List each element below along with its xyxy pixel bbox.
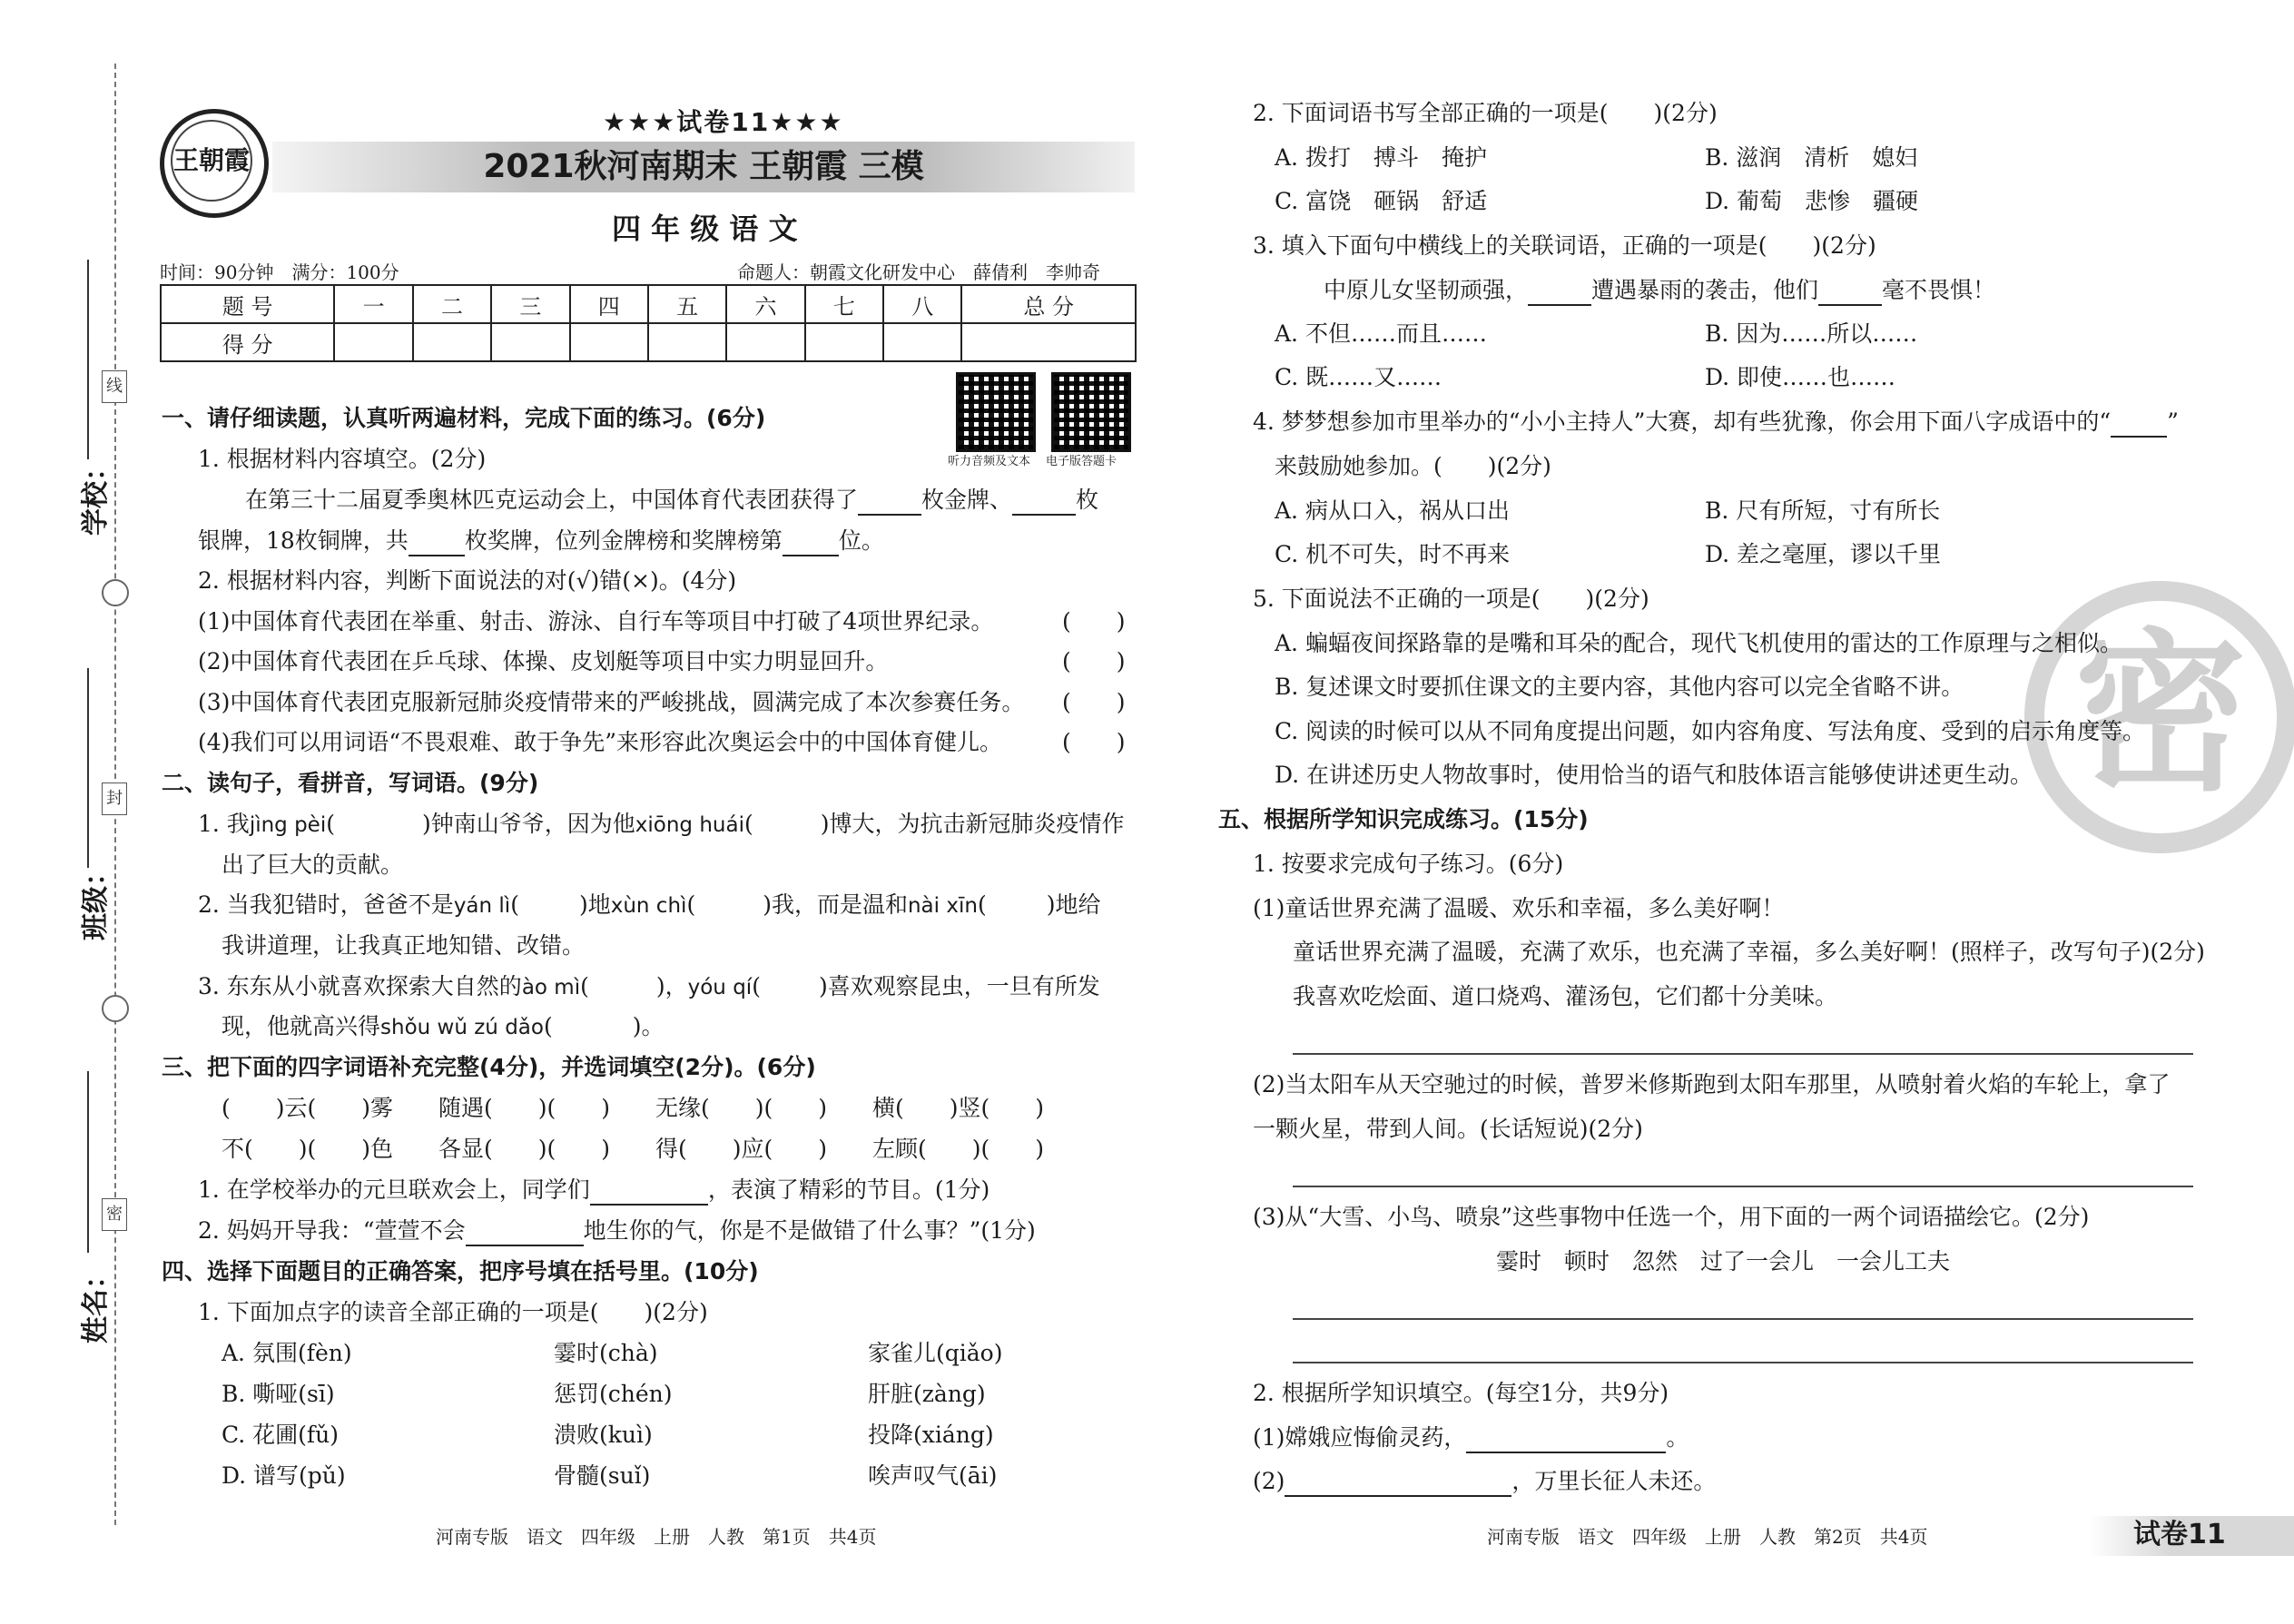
s1-q2-item-3: (3)中国体育代表团克服新冠肺炎疫情带来的严峻挑战，圆满完成了本次参赛任务。 [198,689,1025,715]
s1-q1-line1 [245,485,1098,516]
text: 地给 [1055,891,1101,918]
s1-q2: 2. 根据材料内容，判断下面说法的对(√)错(×)。(4分) [198,567,737,594]
r-q4 [1253,407,2179,438]
text: 2. 妈妈开导我：“萱萱不会 [198,1217,466,1244]
r-q3-c: C. 既……又…… [1275,364,1442,390]
section-2-title: 二、读句子，看拼音，写词语。(9分) [162,770,539,796]
blank-total[interactable] [409,529,465,556]
answer-paren[interactable]: ( ) [1062,648,1126,674]
s1-q1: 1. 根据材料内容填空。(2分) [198,446,487,472]
qr-caption-answer-card: 电子版答题卡 [1046,455,1117,468]
option-b-3: 肝脏(zàng) [868,1381,986,1407]
footer-left: 河南专版 语文 四年级 上册 人教 第1页 共4页 [436,1526,877,1548]
answer-paren[interactable]: ( ) [1062,729,1126,755]
binding-hole-1 [102,579,129,606]
r-q4-cont: 来鼓励她参加。( )(2分) [1275,453,1551,479]
name-write-line[interactable] [87,1071,89,1253]
fill-blank[interactable] [1285,1470,1511,1497]
option-c-3: 投降(xiáng) [868,1422,994,1448]
r-q3-b: B. 因为……所以…… [1705,320,1918,347]
s1-q1-line2 [198,526,884,556]
s5-q1-1: (1)童话世界充满了温暖、欢乐和幸福，多么美好啊！ [1253,895,1785,921]
section-5-title: 五、根据所学知识完成练习。(15分) [1218,806,1589,832]
s3-idioms-row-2: 不( )( )色 各显( )( ) 得( )应( ) 左顾( )( ) [222,1136,1045,1162]
score-cell: 五 [648,285,726,323]
text: 枚奖牌，位列金牌榜和奖牌榜第 [464,527,783,554]
score-table-score-row [161,323,1136,361]
r-q4-d: D. 差之毫厘，谬以千里 [1705,541,1942,567]
s3-idioms-row-1: ( )云( )雾 随遇( )( ) 无缘( )( ) 横( )竖( ) [222,1095,1045,1121]
text: (2) [1253,1468,1285,1494]
text: 2. 当我犯错时，爸爸不是 [198,891,454,918]
s5-q1-1-example: 童话世界充满了温暖，充满了欢乐，也充满了幸福，多么美好啊！(照样子，改写句子)(2分) [1293,939,2205,965]
text: 在第三十二届夏季奥林匹克运动会上，中国体育代表团获得了 [245,487,859,513]
score-input-cell[interactable] [961,323,1136,361]
text: 博大，为抗击新冠肺炎疫情作 [829,811,1125,837]
footer-right: 河南专版 语文 四年级 上册 人教 第2页 共4页 [1487,1526,1928,1548]
text: 遭遇暴雨的袭击，他们 [1591,277,1819,303]
answer-line[interactable] [1293,1318,2193,1320]
text: 中原儿女坚韧顽强， [1324,277,1529,303]
fill-blank[interactable] [590,1178,708,1206]
text: ” [2167,408,2179,435]
score-input-cell[interactable] [334,323,412,361]
option-b-2: 惩罚(chén) [554,1381,673,1407]
pinyin: xùn chì [610,894,687,918]
binding-hole-2 [102,995,129,1022]
seal-mark-line: 线 [102,370,127,403]
score-input-cell[interactable] [570,323,648,361]
pinyin: nài xīn [907,894,978,918]
s5-q2-1 [1253,1422,1689,1453]
s5-q2: 2. 根据所学知识填空。(每空1分，共9分) [1253,1380,1669,1406]
subject-title: 四 年 级 语 文 [612,212,798,246]
score-cell: 七 [805,285,883,323]
text: 4. 梦梦想参加市里举办的“小小主持人”大赛，却有些犹豫，你会用下面八字成语中的“ [1253,408,2112,435]
s5-q2-2 [1253,1466,1716,1497]
s3-q1 [198,1175,989,1206]
score-cell: 三 [491,285,569,323]
option-a-3: 家雀儿(qiǎo) [868,1340,1003,1366]
s5-q1-2: (2)当太阳车从天空驰过的时候，普罗米修斯跑到太阳车那里，从喷射着火焰的车轮上，拿了 [1253,1071,2171,1097]
score-table [160,284,1137,362]
seal-mark-secret: 密 [102,1198,127,1231]
text: 1. 在学校举办的元旦联欢会上，同学们 [198,1176,590,1203]
answer-line[interactable] [1293,1362,2193,1363]
blank-rank[interactable] [783,529,839,556]
pinyin: yán lì [453,894,511,918]
s1-q2-item-1: (1)中国体育代表团在举重、射击、游泳、自行车等项目中打破了4项世界纪录。 [198,608,994,635]
qr-code-audio-icon[interactable] [956,372,1036,452]
text: 。 [641,1013,665,1039]
s5-q1-3-words: 霎时 顿时 忽然 过了一会儿 一会儿工夫 [1496,1248,1951,1275]
s2-q3: 3. 东东从小就喜欢探索大自然的ào mì( )，yóu qí( )喜欢观察昆虫，一旦有所发 [198,973,1100,999]
r-q3-a: A. 不但……而且…… [1275,320,1487,347]
r-q5: 5. 下面说法不正确的一项是( )(2分) [1253,586,1649,612]
r-q5-d: D. 在讲述历史人物故事时，使用恰当的语气和肢体语言能够使讲述更生动。 [1275,762,2033,788]
text: ，表演了精彩的节目。(1分) [707,1176,990,1203]
r-q2-c: C. 富饶 砸锅 舒适 [1275,188,1488,214]
score-cell: 六 [726,285,804,323]
score-cell: 一 [334,285,412,323]
class-label: 班级： [80,859,112,940]
blank-gold[interactable] [858,488,921,516]
text: 我，而是温和 [771,891,908,918]
option-d-1: D. 谱写(pǔ) [222,1462,346,1489]
text: 毫不畏惧！ [1882,277,1996,303]
option-a-1: A. 氛围(fèn) [222,1340,352,1366]
score-table-header-row [161,285,1136,323]
score-input-cell[interactable] [413,323,491,361]
section-3-title: 三、把下面的四字词语补充完整(4分)，并选词填空(2分)。(6分) [162,1054,816,1080]
pinyin: ào mì [521,976,581,999]
s1-q2-item-4: (4)我们可以用词语“不畏艰难、敢于争先”来形容此次奥运会中的中国体育健儿。 [198,729,1002,755]
text: 地 [587,891,611,918]
r-q4-b: B. 尺有所短，寸有所长 [1705,497,1941,524]
r-q2: 2. 下面词语书写全部正确的一项是( )(2分) [1253,100,1718,126]
s2-q1-cont: 出了巨大的贡献。 [222,851,404,878]
s2-q3-cont: 现，他就高兴得shǒu wǔ zú dǎo( )。 [222,1013,665,1039]
answer-paren[interactable]: ( ) [1062,689,1126,715]
text: 地生你的气，你是不是做错了什么事？”(1分) [583,1217,1036,1244]
score-input-cell[interactable] [883,323,961,361]
exam-title: 2021秋河南期末 王朝霞 三模 [483,148,924,185]
text: 银牌，18枚铜牌，共 [198,527,409,554]
r-q3-d: D. 即使……也…… [1705,364,1896,390]
paper-tab-label: 试卷11 [2133,1519,2226,1550]
s3-q2 [198,1216,1036,1246]
r-q2-a: A. 拨打 搏斗 掩护 [1275,144,1487,171]
score-cell: 总 分 [961,285,1136,323]
option-d-2: 骨髓(suǐ) [554,1462,651,1489]
pinyin: yóu qí [687,976,753,999]
s5-q1-2-cont: 一颗火星，带到人间。(长话短说)(2分) [1253,1116,1643,1142]
text: 。 [1666,1424,1689,1451]
text: 钟南山爷爷，因为他 [430,811,635,837]
pinyin: xiōng huái [635,813,744,837]
pinyin: jìng pèi [249,813,327,837]
s2-q2-cont: 我讲道理，让我真正地知错、改错。 [222,932,586,959]
score-input-cell[interactable] [648,323,726,361]
qr-caption-audio: 听力音频及文本 [948,455,1031,468]
fill-blank[interactable] [1466,1426,1666,1453]
fill-blank[interactable] [466,1219,584,1246]
s4-q1: 1. 下面加点字的读音全部正确的一项是( )(2分) [198,1299,708,1325]
text: 喜欢观察昆虫，一旦有所发 [827,973,1100,999]
text: 枚金牌、 [921,487,1013,513]
fill-blank[interactable] [2111,410,2167,438]
option-c-1: C. 花圃(fǔ) [222,1422,339,1448]
r-q3: 3. 填入下面句中横线上的关联词语，正确的一项是( )(2分) [1253,232,1876,259]
qr-code-answer-card-icon[interactable] [1051,372,1131,452]
score-input-cell[interactable] [491,323,569,361]
answer-line[interactable] [1293,1186,2193,1187]
s5-q1: 1. 按要求完成句子练习。(6分) [1253,851,1564,877]
brand-logo: 王朝霞 [171,120,252,202]
section-1-title: 一、请仔细读题，认真听两遍材料，完成下面的练习。(6分) [162,405,766,431]
name-label: 姓名： [80,1262,112,1343]
answer-line[interactable] [1293,1053,2193,1055]
score-cell: 八 [883,285,961,323]
s2-q1: 1. 我jìng pèi( )钟南山爷爷，因为他xiōng huái( )博大，为抗击新冠肺炎疫情作 [198,811,1125,837]
seal-mark-seal: 封 [102,782,127,815]
score-cell: 四 [570,285,648,323]
time-score: 时间：90分钟 满分：100分 [160,261,399,283]
section-4-title: 四、选择下面题目的正确答案，把序号填在括号里。(10分) [162,1258,759,1284]
score-cell: 题 号 [161,285,334,323]
text: 现，他就高兴得 [222,1013,381,1039]
s5-q1-3: (3)从“大雪、小鸟、喷泉”这些事物中任选一个，用下面的一两个词语描绘它。(2分) [1253,1204,2090,1230]
option-c-2: 溃败(kuì) [554,1422,653,1448]
s2-q2: 2. 当我犯错时，爸爸不是yán lì( )地xùn chì( )我，而是温和nài xīn( )地给 [198,891,1101,918]
r-q4-c: C. 机不可失，时不再来 [1275,541,1511,567]
r-q5-a: A. 蝙蝠夜间探路靠的是嘴和耳朵的配合，现代飞机使用的雷达的工作原理与之相似。 [1275,630,2122,656]
r-q2-b: B. 滋润 清析 媳妇 [1705,144,1918,171]
seal-watermark: 密 [2024,581,2294,853]
score-input-cell[interactable] [805,323,883,361]
r-q2-d: D. 葡萄 悲惨 疆硬 [1705,188,1919,214]
school-label: 学校： [80,454,112,536]
text: 枚 [1076,487,1099,513]
fill-blank[interactable] [1818,279,1882,306]
blank-silver[interactable] [1012,488,1076,516]
text: 位。 [838,527,884,554]
option-a-2: 霎时(chà) [554,1340,658,1366]
s1-q2-item-2: (2)中国体育代表团在乒乓球、体操、皮划艇等项目中实力明显回升。 [198,648,889,674]
paper-number: ★★★试卷11★★★ [603,107,844,137]
pinyin: shǒu wǔ zú dǎo [380,1016,544,1039]
r-q5-b: B. 复述课文时要抓住课文的主要内容，其他内容可以完全省略不讲。 [1275,674,1964,700]
school-write-line[interactable] [87,260,89,459]
r-q5-c: C. 阅读的时候可以从不同角度提出问题，如内容角度、写法角度、受到的启示角度等。 [1275,718,2146,744]
score-cell: 二 [413,285,491,323]
fill-blank[interactable] [1528,279,1591,306]
option-b-1: B. 嘶哑(sī) [222,1381,335,1407]
option-d-3: 唉声叹气(āi) [868,1462,998,1489]
text: ，万里长征人未还。 [1511,1468,1717,1494]
text: 1. 我 [198,811,250,837]
answer-paren[interactable]: ( ) [1062,608,1126,635]
r-q3-sentence [1324,275,1995,306]
r-q4-a: A. 病从口入，祸从口出 [1275,497,1510,524]
text: (1)嫦娥应悔偷灵药， [1253,1424,1467,1451]
authors: 命题人：朝霞文化研发中心 薛倩利 李帅奇 [737,261,1100,283]
score-input-cell[interactable] [726,323,804,361]
text: 3. 东东从小就喜欢探索大自然的 [198,973,522,999]
score-row-label: 得 分 [161,323,334,361]
class-write-line[interactable] [87,668,89,868]
s5-q1-1-task: 我喜欢吃烩面、道口烧鸡、灌汤包，它们都十分美味。 [1293,983,1838,1009]
